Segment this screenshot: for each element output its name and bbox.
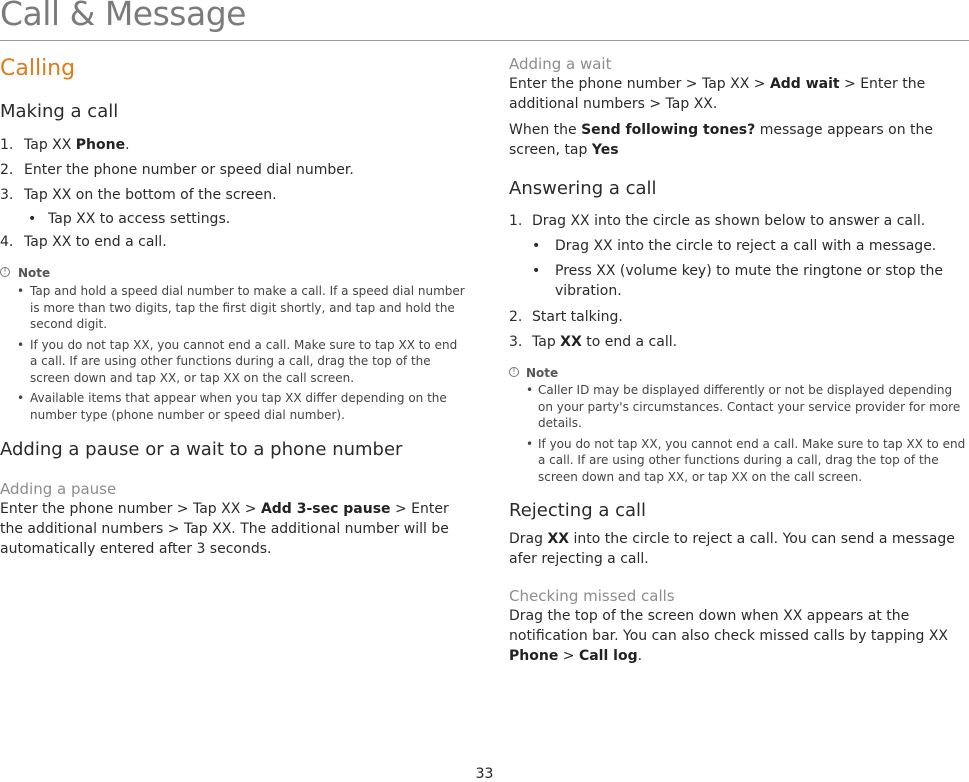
missed-calls-instructions [509,606,967,666]
heading-pause-or-wait: Adding a pause or a wait to a phone number [0,439,403,460]
add-wait-label: Add wait [769,76,840,92]
heading-making-a-call: Making a call [0,101,119,122]
note-item [509,436,967,486]
end-call-icon-label: XX [560,334,582,350]
note-text: Caller ID may be displayed differently or not be displayed depending on your party's circumstances. Contact your service provider for more details. [538,383,961,430]
note-item [0,337,466,387]
reject-icon-label: XX [547,531,570,547]
wait-text: Enter the phone number > Tap XX > [509,76,770,92]
answer-bullet [509,236,967,256]
note-text: If you do not tap XX, you cannot end a call. Make sure to tap XX to end a call. If are using other functions during a call, drag the top of the screen down and tap XX, or tap XX on the call screen. [538,436,966,484]
step-text: Drag XX into the circle as shown below to answer a call. [532,213,926,229]
note-list [509,382,967,485]
subheading-adding-pause: Adding a pause [0,480,117,498]
step-3 [0,185,466,209]
note-bullet: • [526,383,534,397]
note-header [0,265,466,281]
separator: > [558,648,579,664]
note-item [0,283,466,333]
step-2 [0,160,466,185]
bullet-text: Tap XX to access settings. [48,211,231,227]
note-text: If you do not tap XX, you cannot end a call. Make sure to tap XX to end a call. If are using other functions during a call, drag the top of the screen down and tap XX, or tap XX on the call screen. [30,337,458,385]
note-header [509,365,967,381]
note-list [0,283,466,423]
bullet-text: Press XX (volume key) to mute the ringtone or stop the vibration. [555,263,943,299]
step-number: 1. [0,137,14,153]
tones-text: When the [509,122,582,138]
title-divider [0,40,969,41]
answer-step-2 [509,307,967,332]
subheading-adding-wait: Adding a wait [509,55,612,73]
answer-step-3 [509,332,967,356]
yes-label: Yes [591,142,619,158]
section-title-calling: Calling [0,56,76,81]
step-1 [0,135,466,160]
note-bullet: • [17,337,25,352]
pause-text-end: > Enter the additional numbers > Tap XX. The additional number will be automatically entered after 3 seconds. [0,501,449,557]
rejecting-instructions [509,529,967,569]
note-text: Tap and hold a speed dial number to make a call. If a speed dial number is more than two digits, tap the first digit shortly, and tap and hold the second digit. [30,284,465,331]
bullet: • [532,238,541,254]
sub-bullet [0,209,466,232]
note-bullet: • [17,391,25,405]
note-bullet: • [526,436,534,451]
wait-instructions [509,74,967,114]
phone-label: Phone [509,648,559,664]
subheading-missed-calls: Checking missed calls [509,587,675,605]
left-column [0,50,466,559]
bullet-text: Drag XX into the circle to reject a call with a message. [555,238,937,254]
step-4 [0,232,466,256]
step-text: Tap [532,334,561,350]
step-number: 3. [0,187,14,203]
note-item [0,390,466,423]
step-number: 2. [509,309,523,325]
step-number: 4. [0,234,14,250]
reject-text-end: into the circle to reject a call. You can send a message afer rejecting a call. [509,531,955,567]
step-text: Tap XX to end a call. [24,234,167,250]
bullet: • [28,211,37,227]
step-text-end: to end a call. [581,334,678,350]
phone-label: Phone [75,137,126,153]
note-item [509,382,967,432]
making-call-steps [0,135,466,256]
answer-step-1 [509,211,967,236]
step-text: Tap XX [24,137,76,153]
heading-rejecting-call: Rejecting a call [509,500,647,521]
answering-steps [509,211,967,356]
add-pause-label: Add 3-sec pause [260,501,391,517]
wait-text-end: > Enter the additional numbers > Tap XX. [509,76,926,112]
page-number: 33 [475,766,494,782]
step-text-end: . [125,137,130,153]
missed-text: Drag the top of the screen down when XX appears at the notification bar. You can also check missed calls by tapping XX [509,608,949,644]
call-log-label: Call log [578,648,638,664]
answer-bullet [509,261,967,301]
note-label: Note [526,366,559,380]
pause-text: Enter the phone number > Tap XX > [0,501,261,517]
step-number: 3. [509,334,523,350]
bullet: • [532,263,541,279]
pause-instructions [0,499,466,559]
info-icon: ! [509,367,519,377]
tones-text-mid: message appears on the screen, tap [509,122,933,158]
missed-text-end: . [637,648,643,664]
note-label: Note [18,266,51,280]
step-text: Start talking. [532,309,623,325]
note-bullet: • [17,284,25,298]
step-text: Enter the phone number or speed dial number. [24,162,354,178]
note-text: Available items that appear when you tap XX differ depending on the number type (phone number or speed dial number). [30,391,447,422]
info-icon: ! [0,267,10,277]
reject-text: Drag [509,531,548,547]
wait-tones-paragraph [509,120,967,160]
right-column [509,55,967,666]
page-title: Call & Message [0,0,246,33]
step-number: 2. [0,162,14,178]
step-text: Tap XX on the bottom of the screen. [24,187,277,203]
heading-answering-call: Answering a call [509,178,657,199]
send-tones-label: Send following tones? [581,122,756,138]
step-number: 1. [509,213,523,229]
